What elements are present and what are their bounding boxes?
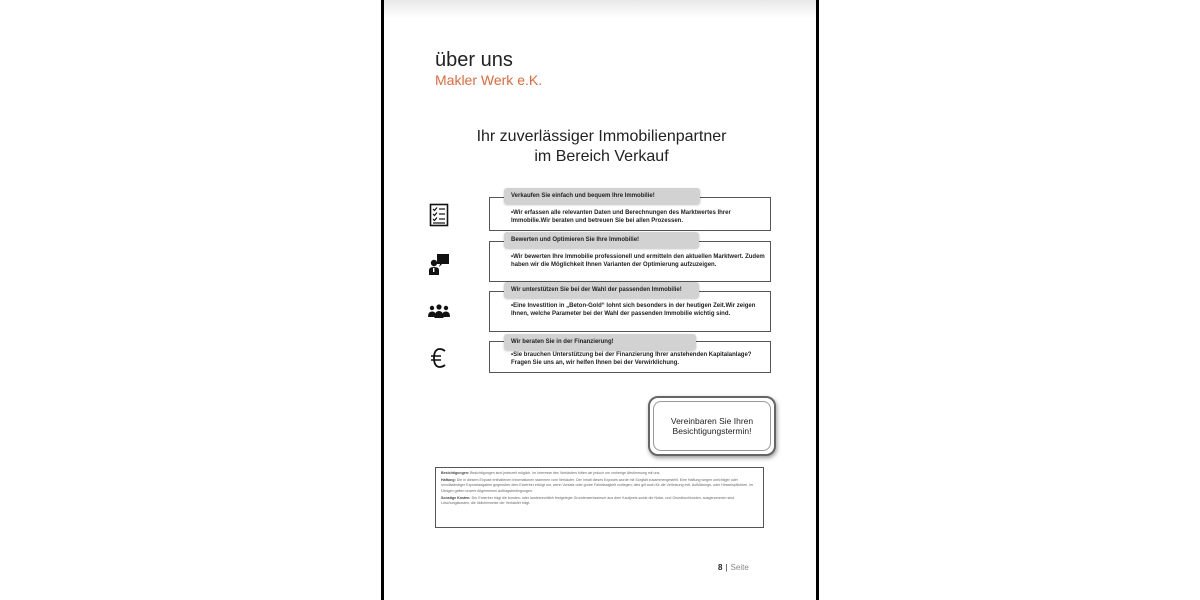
disclaimer-viewings: [441, 471, 758, 476]
group-icon: [424, 296, 454, 326]
disclaimer-viewings-text: Besichtigungen sind jederzeit möglich. Im Interesse des Verkäufers bitten wir jedoch um vorherige Abstimmung mit uns.: [470, 471, 661, 475]
disclaimer-costs-text: Der Erwerber trägt die bundes- oder landesrechtlich festgelegte Grunderwerbssteuer aus dem Kaufpreis sowie die Notar- und Grundbuchkosten, ausgenommen sind Löschungskosten, die üblicherweise der Verkäufer trägt.: [441, 495, 735, 506]
service-label-selection: Wir unterstützen Sie bei der Wahl der passenden Immobilie!: [504, 282, 699, 298]
service-text-sale: •Wir erfassen alle relevanten Daten und Berechnungen des Marktwertes Ihrer Immobilie.Wir beraten und betreuen Sie bei allen Prozessen.: [511, 210, 731, 224]
service-label-valuation: Bewerten und Optimieren Sie Ihre Immobilie!: [504, 232, 699, 248]
company-name: Makler Werk e.K.: [435, 72, 543, 88]
disclaimer-liability: [441, 478, 758, 494]
service-label-financing: Wir beraten Sie in der Finanzierung!: [504, 334, 696, 350]
disclaimer-costs-label: Sonstige Kosten:: [441, 495, 471, 500]
page-title: über uns: [435, 49, 513, 71]
page-top-shadow: [384, 0, 816, 18]
heading-line-1: Ihr zuverlässiger Immobilienpartner: [476, 128, 727, 145]
appointment-callout: [648, 396, 776, 456]
service-text-financing: •Sie brauchen Unterstützung bei der Finanzierung Ihrer anstehenden Kapitalanlage? Fragen Sie uns an, wir helfen Ihnen bei der Verwirklichung.: [511, 352, 752, 366]
presenter-icon: [424, 249, 454, 279]
disclaimer-liability-label: Haftung:: [441, 478, 456, 483]
disclaimer-liability-text: Die in diesem Exposé enthaltenen Informationen stammen vom Verkäufer. Der Inhalt dieses Exposés wurde mit Sorgfalt zusammengestellt. Eine Haftung wegen unrichtiger oder unvollständiger Exposéangaben gegenüber dem Erwerber erfolgt nur, wenn Vorsatz oder grobe Fahrlässigkeit vorliegen; dies gilt auch für die Verletzung evtl. Aufklärungs- oder Hinweispflichten. Im Übrigen gelten unsere Allgemeinen Auftragsbedingungen.: [441, 478, 754, 493]
page-label: Seite: [730, 563, 749, 572]
heading-line-2: im Bereich Verkauf: [534, 148, 669, 165]
service-label-sale: Verkaufen Sie einfach und bequem Ihre Immobilie!: [504, 188, 700, 204]
document-page: [384, 0, 816, 600]
euro-icon: [424, 343, 454, 373]
checklist-icon: [424, 200, 454, 230]
disclaimer-viewings-label: Besichtigungen:: [441, 471, 470, 475]
service-text-selection: •Eine Investition in „Beton-Gold“ lohnt sich besonders in der heutigen Zeit.Wir zeigen Ihnen, welche Parameter bei der Wahl der passenden Immobilie wichtig sind.: [511, 303, 756, 317]
section-heading: [444, 127, 759, 167]
legal-disclaimer: [435, 467, 764, 528]
page-footer: [718, 563, 749, 572]
appointment-callout-text: Vereinbaren Sie Ihren Besichtigungstermin!: [670, 416, 754, 436]
disclaimer-costs: [441, 496, 758, 506]
page-number: 8: [718, 563, 723, 572]
service-text-valuation: •Wir bewerten Ihre Immobilie professionell und ermitteln den aktuellen Marktwert. Zudem haben wir die Möglichkeit Ihnen Varianten der Optimierung aufzuzeigen.: [511, 254, 765, 268]
page-separator: |: [725, 563, 728, 572]
